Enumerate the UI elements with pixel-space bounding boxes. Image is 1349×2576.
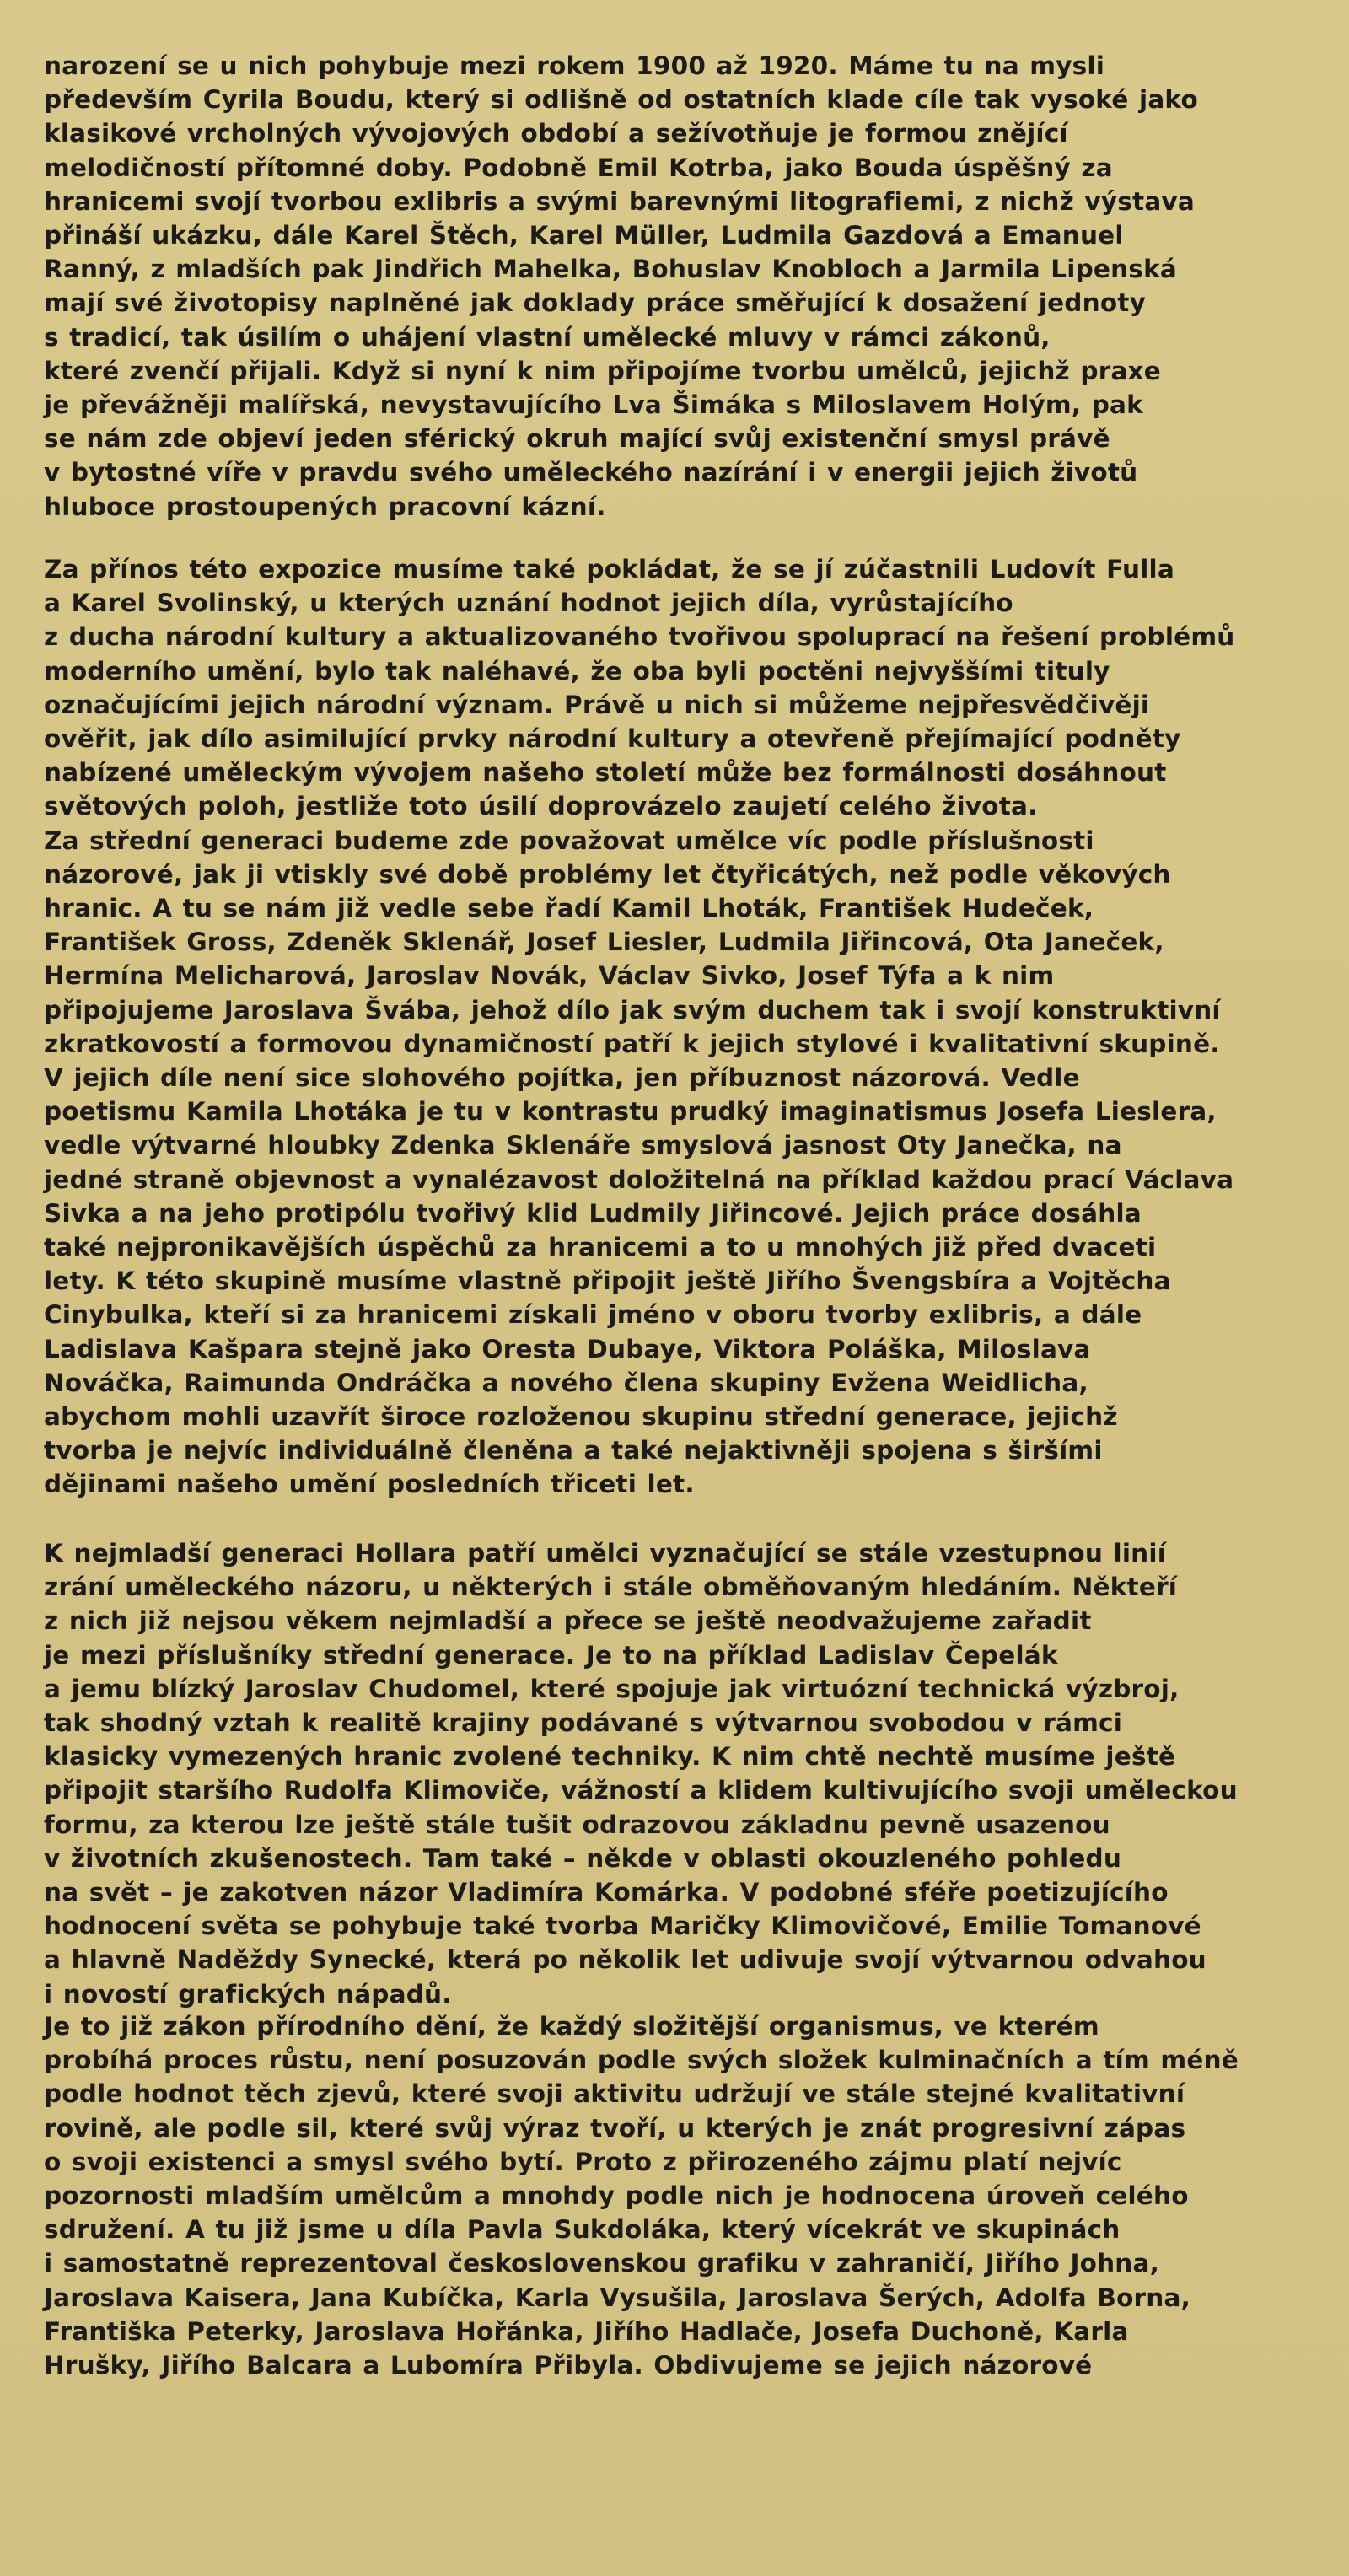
text-line: názorové, jak ji vtiskly své době problémy let čtyřicátých, než podle věkových <box>44 859 1171 889</box>
text-line: na svět – je zakotven názor Vladimíra Komárka. V podobné sféře poetizujícího <box>44 1878 1169 1907</box>
text-line: jedné straně objevnost a vynalézavost doložitelná na příklad každou prací Václava <box>44 1164 1234 1194</box>
text-line: přináší ukázku, dále Karel Štěch, Karel Müller, Ludmila Gazdová a Emanuel <box>44 221 1124 250</box>
text-line: připojit staršího Rudolfa Klimoviče, vážností a klidem kultivujícího svoji uměleckou <box>44 1776 1238 1805</box>
text-line: Ranný, z mladších pak Jindřich Mahelka, Bohuslav Knobloch a Jarmila Lipenská <box>44 255 1177 284</box>
text-line: z ducha národní kultury a aktualizovaného tvořivou spoluprací na řešení problémů <box>44 622 1235 652</box>
text-line: dějinami našeho umění posledních třiceti let. <box>44 1470 695 1499</box>
text-line: mají své životopisy naplněné jak doklady práce směřující k dosažení jednoty <box>44 288 1147 318</box>
text-line: pozornosti mladším umělcům a mnohdy podle nich je hodnocena úroveň celého <box>44 2181 1189 2211</box>
text-line: nabízené uměleckým vývojem našeho století může bez formálnosti dosáhnout <box>44 758 1167 788</box>
text-line: formu, za kterou lze ještě stále tušit odrazovou základnu pevně usazenou <box>44 1810 1110 1839</box>
text-line: tak shodný vztah k realitě krajiny podávané s výtvarnou svobodou v rámci <box>44 1708 1123 1738</box>
text-line: probíhá proces růstu, není posuzován podle svých složek kulminačních a tím méně <box>44 2046 1239 2075</box>
text-line: také nejpronikavějších úspěchů za hranicemi a to u mnohých již před dvaceti <box>44 1233 1157 1262</box>
text-line: zrání uměleckého názoru, u některých i stále obměňovaným hledáním. Někteří <box>44 1573 1178 1602</box>
text-line: podle hodnot těch zjevů, které svoji aktivitu udržují ve stále stejné kvalitativní <box>44 2079 1185 2109</box>
text-line: o svoji existenci a smysl svého bytí. Proto z přirozeného zájmu platí nejvíc <box>44 2147 1122 2176</box>
text-line: hodnocení světa se pohybuje také tvorba Maričky Klimovičové, Emilie Tomanové <box>44 1912 1201 1941</box>
text-line: moderního umění, bylo tak naléhavé, že oba byli poctěni nejvyššími tituly <box>44 656 1110 686</box>
text-line: připojujeme Jaroslava Švába, jehož dílo jak svým duchem tak i svojí konstruktivní <box>44 995 1221 1024</box>
text-line: je mezi příslušníky střední generace. Je to na příklad Ladislav Čepelák <box>44 1640 1058 1670</box>
text-line: v bytostné víře v pravdu svého uměleckého nazírání i v energii jejich životů <box>44 458 1138 487</box>
text-line: Hermína Melicharová, Jaroslav Novák, Václav Sivko, Josef Týfa a k nim <box>44 961 1055 991</box>
text-line: narození se u nich pohybuje mezi rokem 1900 až 1920. Máme tu na mysli <box>44 51 1105 80</box>
text-line: i samostatně reprezentoval československou grafiku v zahraničí, Jiřího Johna, <box>44 2249 1160 2278</box>
paragraph <box>44 552 1317 1502</box>
paragraph <box>44 2009 1317 2382</box>
text-line: poetismu Kamila Lhotáka je tu v kontrastu prudký imaginatismus Josefa Lieslera, <box>44 1097 1217 1127</box>
text-line: sdružení. A tu již jsme u díla Pavla Sukdoláka, který vícekrát ve skupinách <box>44 2215 1121 2245</box>
text-line: V jejich díle není sice slohového pojítka, jen příbuznost názorová. Vedle <box>44 1063 1080 1093</box>
text-line: Františka Peterky, Jaroslava Hořánka, Jiřího Hadlače, Josefa Duchoně, Karla <box>44 2316 1129 2346</box>
text-line: Sivka a na jeho protipólu tvořivý klid Ludmily Jiřincové. Jejich práce dosáhla <box>44 1198 1142 1228</box>
text-line: František Gross, Zdeněk Sklenář, Josef Liesler, Ludmila Jiřincová, Ota Janeček, <box>44 928 1164 957</box>
text-line: lety. K této skupině musíme vlastně připojit ještě Jiřího Švengsbíra a Vojtěcha <box>44 1266 1171 1296</box>
text-line: ověřit, jak dílo asimilující prvky národní kultury a otevřeně přejímající podněty <box>44 724 1181 754</box>
text-line: z nich již nejsou věkem nejmladší a přece se ještě neodvažujeme zařadit <box>44 1606 1092 1636</box>
text-line: melodičností přítomné doby. Podobně Emil Kotrba, jako Bouda úspěšný za <box>44 153 1113 182</box>
text-line: Ladislava Kašpara stejně jako Oresta Dubaye, Viktora Poláška, Miloslava <box>44 1334 1091 1363</box>
text-line: tvorba je nejvíc individuálně členěna a také nejaktivněji spojena s širšími <box>44 1436 1103 1465</box>
text-line: K nejmladší generaci Hollara patří umělci vyznačující se stále vzestupnou linií <box>44 1539 1167 1568</box>
text-line: především Cyrila Boudu, který si odlišně od ostatních klade cíle tak vysoké jako <box>44 85 1198 115</box>
text-line: a Karel Svolinský, u kterých uznání hodnot jejich díla, vyrůstajícího <box>44 589 1013 618</box>
text-line: je převážněji malířská, nevystavujícího Lva Šimáka s Miloslavem Holým, pak <box>44 390 1143 420</box>
text-line: označujícími jejich národní význam. Právě u nich si můžeme nejpřesvědčivěji <box>44 690 1150 719</box>
text-line: světových poloh, jestliže toto úsilí doprovázelo zaujetí celého života. <box>44 792 1038 821</box>
text-line: se nám zde objeví jeden sférický okruh mající svůj existenční smysl právě <box>44 424 1110 454</box>
text-line: Jaroslava Kaisera, Jana Kubíčka, Karla Vysušila, Jaroslava Šerých, Adolfa Borna, <box>44 2283 1191 2312</box>
text-line: s tradicí, tak úsilím o uhájení vlastní umělecké mluvy v rámci zákonů, <box>44 322 1051 352</box>
text-line: které zvenčí přijali. Když si nyní k nim připojíme tvorbu umělců, jejichž praxe <box>44 356 1161 385</box>
text-line: Za přínos této expozice musíme také pokládat, že se jí zúčastnili Ludovít Fulla <box>44 555 1174 583</box>
text-line: zkratkovostí a formovou dynamičností patří k jejich stylové i kvalitativní skupině. <box>44 1029 1220 1058</box>
text-line: hranicemi svojí tvorbou exlibris a svými barevnými litografiemi, z nichž výstava <box>44 186 1195 216</box>
text-line: vedle výtvarné hloubky Zdenka Sklenáře smyslová jasnost Oty Janečka, na <box>44 1131 1122 1160</box>
text-line: i novostí grafických nápadů. <box>44 1979 452 2009</box>
text-line: abychom mohli uzavřít široce rozloženou skupinu střední generace, jejichž <box>44 1402 1118 1432</box>
text-line: Hrušky, Jiřího Balcara a Lubomíra Přibyla. Obdivujeme se jejich názorové <box>44 2351 1093 2380</box>
text-line: v životních zkušenostech. Tam také – někde v oblasti okouzleného pohledu <box>44 1843 1122 1873</box>
paragraph <box>44 1536 1317 2011</box>
text-line: hluboce prostoupených pracovní kázní. <box>44 492 606 521</box>
text-line: Cinybulka, kteří si za hranicemi získali jméno v oboru tvorby exlibris, a dále <box>44 1300 1142 1330</box>
text-line: a jemu blízký Jaroslav Chudomel, které spojuje jak virtuózní technická výzbroj, <box>44 1674 1180 1703</box>
text-line: Je to již zákon přírodního dění, že každý složitější organismus, ve kterém <box>44 2012 1099 2041</box>
text-line: hranic. A tu se nám již vedle sebe řadí Kamil Lhoták, František Hudeček, <box>44 894 1094 923</box>
text-line: Nováčka, Raimunda Ondráčka a nového člena skupiny Evžena Weidlicha, <box>44 1368 1088 1397</box>
text-line: klasikové vrcholných vývojových období a sežívotňuje je formou znějící <box>44 119 1068 148</box>
paragraph <box>44 49 1317 524</box>
text-line: klasicky vymezených hranic zvolené techniky. K nim chtě nechtě musíme ještě <box>44 1742 1176 1772</box>
text-line: rovině, ale podle sil, které svůj výraz tvoří, u kterých je znát progresivní zápas <box>44 2113 1186 2143</box>
text-line: Za střední generaci budeme zde považovat umělce víc podle příslušnosti <box>44 826 1094 855</box>
text-line: a hlavně Naděždy Synecké, která po několik let udivuje svojí výtvarnou odvahou <box>44 1945 1207 1975</box>
